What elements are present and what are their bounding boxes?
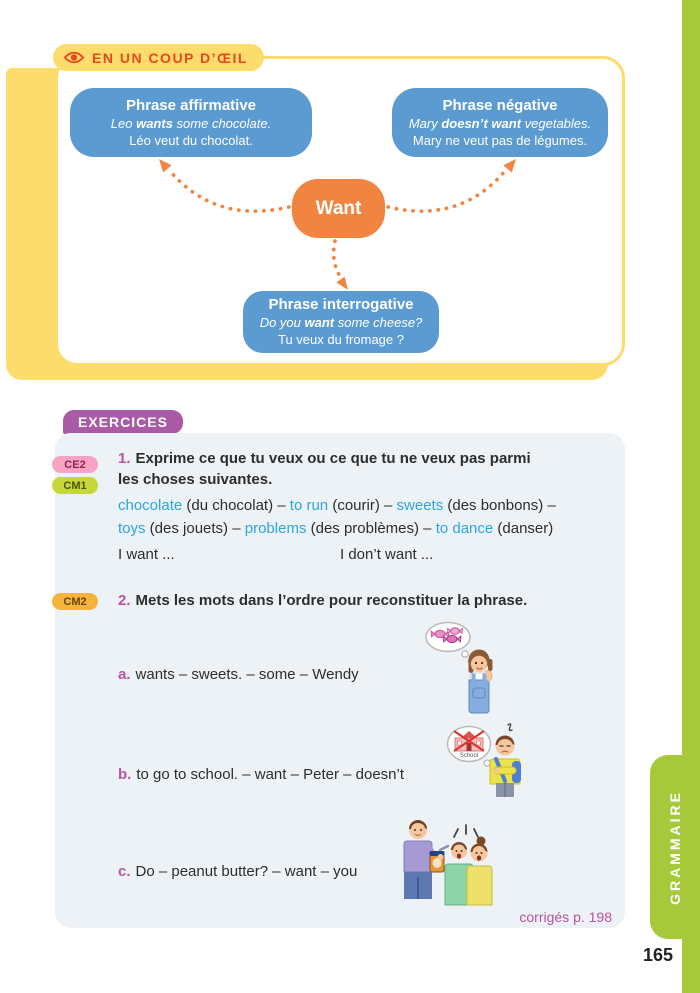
dad-drawing (404, 820, 448, 899)
example-pre: Mary (408, 115, 442, 131)
school-label: School (459, 753, 479, 759)
affirmative-example (111, 115, 271, 132)
prompt-i-want: I want ... (118, 546, 175, 563)
example-pre: Do you (259, 315, 305, 330)
girl-drawing (469, 650, 493, 714)
exercise1-number: 1. (118, 450, 131, 467)
example-post: vegetables. (521, 115, 592, 131)
item-letter: c. (118, 863, 131, 880)
item-letter: a. (118, 666, 131, 683)
illustration-peanut-butter-family (392, 817, 496, 907)
affirmative-box (70, 88, 312, 157)
vocab-list: chocolate (du chocolat) – to run (courir) – sweets (des bonbons) – toys (des jouets) – problems (des problèmes) – to dance (danser) (118, 497, 556, 537)
prompt-i-dont-want: I don’t want ... (340, 546, 434, 563)
vocab-word-en: to dance (435, 520, 494, 537)
grammaire-section-tab (650, 755, 700, 939)
instruction-text: Exprime ce que tu veux ou ce que tu ne veux pas parmi (135, 450, 531, 467)
vocab-word-en: sweets (396, 497, 444, 514)
exercise2-item-c (118, 863, 357, 880)
negative-title: Phrase négative (442, 96, 558, 114)
negative-example (409, 115, 591, 132)
exercices-badge: EXERCICES (63, 410, 183, 434)
interrogative-box (243, 291, 439, 353)
example-pre: Leo (110, 115, 137, 131)
exercise2-item-a (118, 666, 359, 683)
interrogative-translation: Tu veux du fromage ? (278, 332, 404, 347)
example-bold: wants (136, 115, 173, 131)
example-bold: doesn’t want (441, 115, 522, 131)
level-badge-cm2: CM2 (52, 593, 98, 610)
item-text: Do – peanut butter? – want – you (135, 863, 358, 880)
interrogative-title: Phrase interrogative (268, 296, 414, 313)
item-text: to go to school. – want – Peter – doesn’t (136, 766, 405, 783)
exercise2-number: 2. (118, 592, 131, 609)
vocab-word-en: to run (289, 497, 329, 514)
grammaire-tab-label: GRAMMAIRE (667, 789, 683, 905)
affirmative-title: Phrase affirmative (125, 96, 257, 114)
exercise2-instruction (118, 592, 527, 609)
excitement-marks (454, 825, 478, 837)
answers-reference: corrigés p. 198 (519, 909, 612, 925)
affirmative-translation: Léo veut du chocolat. (129, 132, 253, 148)
exercise1-instruction-line1 (118, 450, 531, 467)
vocab-word-en: chocolate (118, 497, 183, 514)
kids-drawing (445, 837, 492, 906)
item-text: wants – sweets. – some – Wendy (135, 666, 359, 683)
negative-box (392, 88, 608, 157)
item-letter: b. (118, 766, 132, 783)
example-bold: want (304, 315, 335, 330)
glance-badge (53, 44, 264, 71)
exercise2-item-b (118, 766, 404, 783)
negative-translation: Mary ne veut pas de légumes. (412, 132, 588, 148)
instruction-text: Mets les mots dans l’ordre pour reconstituer la phrase. (135, 592, 528, 609)
page-number: 165 (642, 945, 674, 965)
level-badge-ce2: CE2 (52, 456, 98, 473)
example-post: some chocolate. (172, 115, 272, 131)
glance-badge-label: EN UN COUP D’ŒIL (92, 49, 248, 66)
vocab-word-en: problems (244, 520, 307, 537)
level-badge-cm1: CM1 (52, 477, 98, 494)
interrogative-example (260, 314, 423, 331)
illustration-wendy-sweets (424, 620, 498, 716)
eye-icon (63, 50, 85, 65)
want-bubble: Want (292, 179, 385, 238)
illustration-peter-school (446, 721, 526, 807)
boy-drawing (490, 724, 521, 797)
exercise1-instruction-line2: les choses suivantes. (118, 471, 273, 488)
vocab-word-en: toys (118, 520, 146, 537)
example-post: some cheese? (334, 315, 423, 330)
